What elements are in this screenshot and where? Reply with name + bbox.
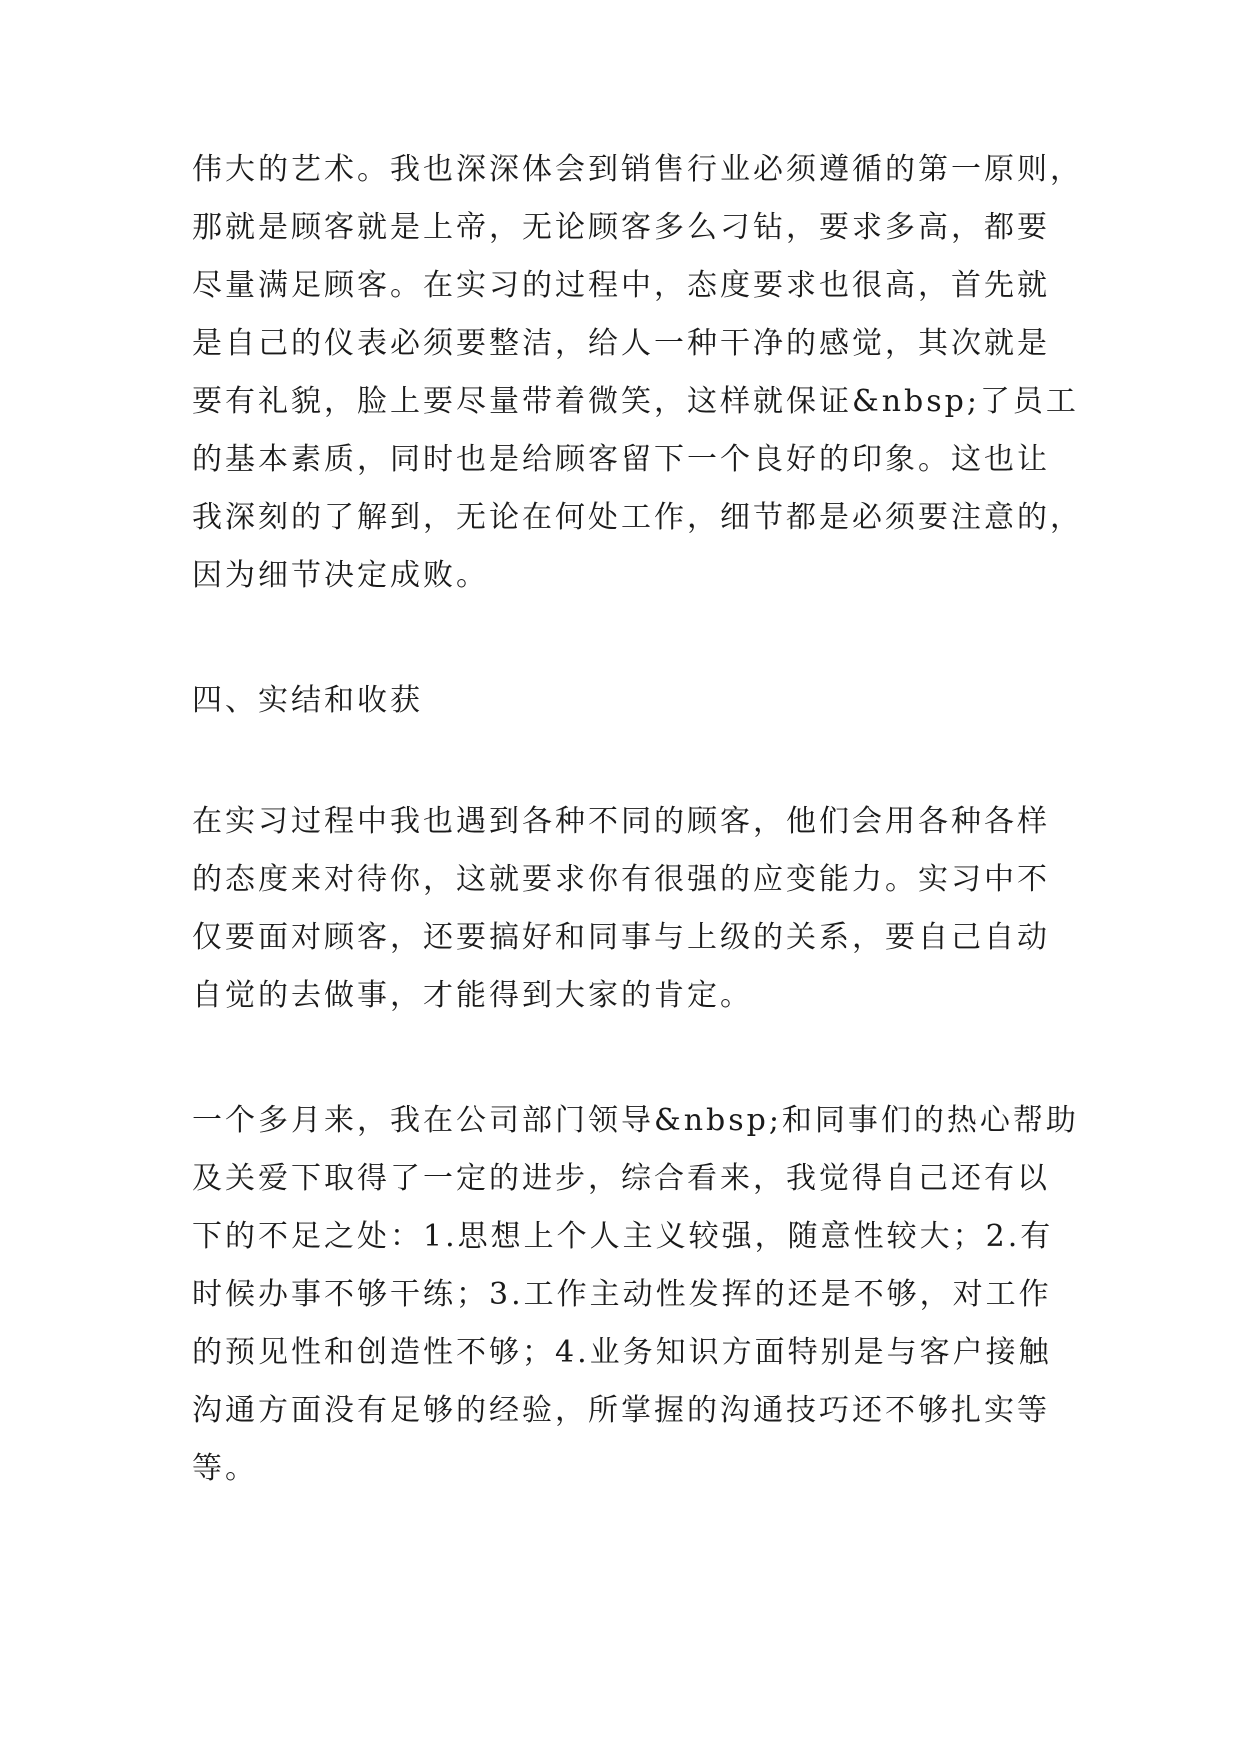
paragraph-3-line-7: 等。	[192, 1451, 258, 1486]
paragraph-3-line-5: 的预见性和创造性不够；4.业务知识方面特别是与客户接触	[192, 1335, 1052, 1370]
paragraph-1-line-3: 尽量满足顾客。在实习的过程中，态度要求也很高，首先就	[192, 268, 1050, 303]
paragraph-3-line-4: 时候办事不够干练；3.工作主动性发挥的还是不够，对工作	[192, 1277, 1052, 1312]
paragraph-1-line-4: 是自己的仪表必须要整洁，给人一种干净的感觉，其次就是	[192, 326, 1050, 361]
paragraph-1-line-8: 因为细节决定成败。	[192, 558, 489, 593]
paragraph-3-line-1: 一个多月来，我在公司部门领导&nbsp;和同事们的热心帮助	[192, 1103, 1079, 1138]
paragraph-2-line-4: 自觉的去做事，才能得到大家的肯定。	[192, 978, 753, 1013]
paragraph-1-line-1: 伟大的艺术。我也深深体会到销售行业必须遵循的第一原则，	[192, 152, 1083, 187]
paragraph-3-line-3: 下的不足之处：1.思想上个人主义较强，随意性较大；2.有	[192, 1219, 1054, 1254]
paragraph-3-line-6: 沟通方面没有足够的经验，所掌握的沟通技巧还不够扎实等	[192, 1393, 1050, 1428]
paragraph-1-line-5: 要有礼貌，脸上要尽量带着微笑，这样就保证&nbsp;了员工	[192, 384, 1079, 419]
section-heading: 四、实结和收获	[192, 683, 423, 718]
paragraph-2-line-3: 仅要面对顾客，还要搞好和同事与上级的关系，要自己自动	[192, 920, 1050, 955]
paragraph-1-line-2: 那就是顾客就是上帝，无论顾客多么刁钻，要求多高，都要	[192, 210, 1050, 245]
paragraph-2-line-2: 的态度来对待你，这就要求你有很强的应变能力。实习中不	[192, 862, 1050, 897]
paragraph-3-line-2: 及关爱下取得了一定的进步，综合看来，我觉得自己还有以	[192, 1161, 1050, 1196]
paragraph-1-line-6: 的基本素质，同时也是给顾客留下一个良好的印象。这也让	[192, 442, 1050, 477]
paragraph-1-line-7: 我深刻的了解到，无论在何处工作，细节都是必须要注意的，	[192, 500, 1083, 535]
paragraph-2-line-1: 在实习过程中我也遇到各种不同的顾客，他们会用各种各样	[192, 804, 1050, 839]
